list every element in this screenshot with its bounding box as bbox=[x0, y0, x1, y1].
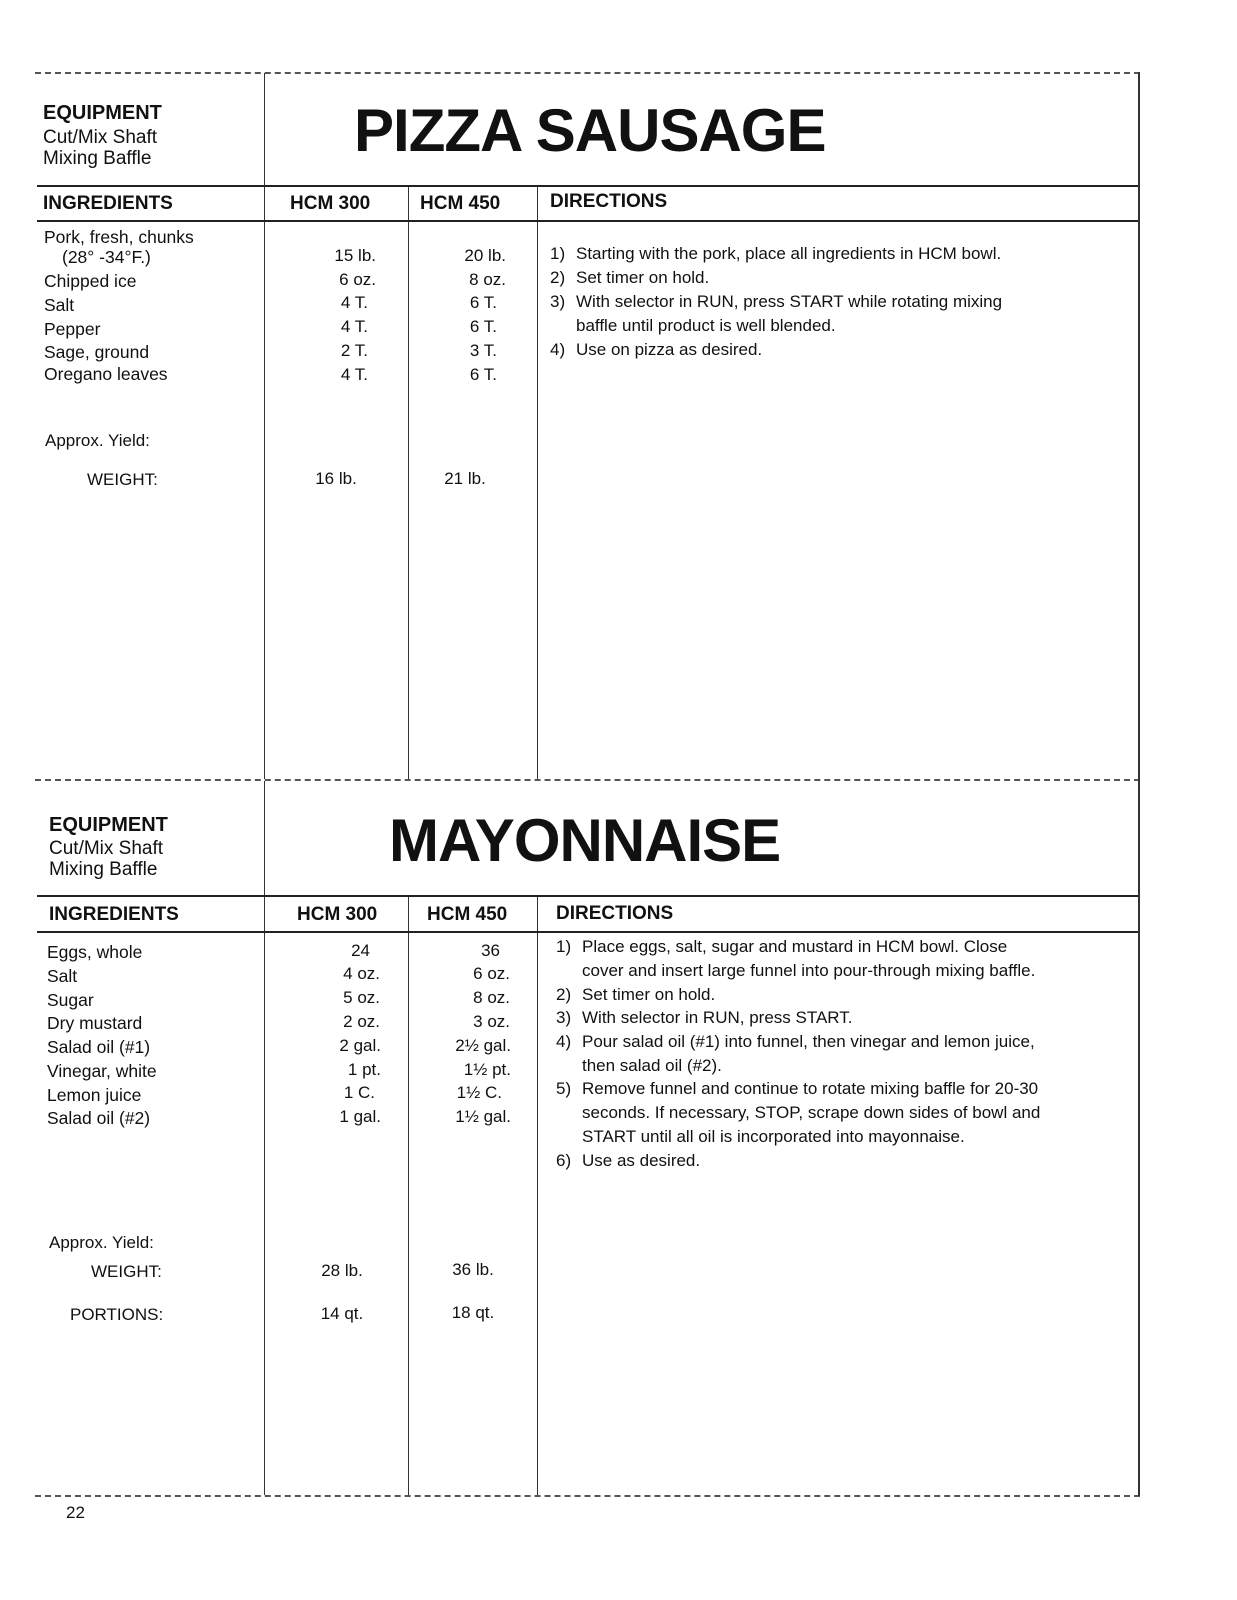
equipment-item: Mixing Baffle bbox=[49, 859, 158, 880]
weight-hcm450: 21 lb. bbox=[444, 469, 486, 488]
weight-label: WEIGHT: bbox=[87, 470, 158, 489]
header-rule-bottom bbox=[37, 220, 1138, 222]
hcm300-header: HCM 300 bbox=[297, 904, 378, 925]
ingredients-header: INGREDIENTS bbox=[49, 904, 179, 925]
column-divider bbox=[537, 897, 538, 1495]
portions-hcm450: 18 qt. bbox=[451, 1303, 495, 1322]
top-dashed-rule bbox=[35, 72, 1140, 74]
step-number: 2) bbox=[556, 985, 572, 1004]
qty-hcm300: 4 oz. bbox=[343, 964, 380, 983]
step-text: Use on pizza as desired. bbox=[576, 340, 763, 359]
qty-hcm300: 2 oz. bbox=[343, 1012, 380, 1031]
step-text: Use as desired. bbox=[582, 1151, 701, 1170]
step-number: 3) bbox=[556, 1008, 572, 1027]
ingredient-name: Pepper bbox=[44, 319, 101, 339]
step-text-continued: baffle until product is well blended. bbox=[576, 316, 836, 335]
step-text: With selector in RUN, press START. bbox=[582, 1008, 853, 1027]
weight-label: WEIGHT: bbox=[91, 1262, 162, 1281]
ingredient-name: Salad oil (#1) bbox=[47, 1037, 151, 1057]
ingredients-header: INGREDIENTS bbox=[43, 193, 173, 214]
weight-hcm450: 36 lb. bbox=[452, 1260, 494, 1279]
yield-label: Approx. Yield: bbox=[45, 431, 150, 450]
qty-hcm450: 6 T. bbox=[469, 317, 497, 336]
qty-hcm300: 1 C. bbox=[343, 1083, 375, 1102]
portions-label: PORTIONS: bbox=[70, 1305, 164, 1324]
qty-hcm300: 5 oz. bbox=[343, 988, 380, 1007]
qty-hcm300: 24 bbox=[351, 941, 370, 960]
recipe-title: MAYONNAISE bbox=[389, 807, 781, 874]
qty-hcm300: 2 T. bbox=[340, 341, 368, 360]
ingredient-name: Oregano leaves bbox=[44, 364, 168, 384]
column-divider bbox=[264, 73, 265, 779]
qty-hcm450: 1½ pt. bbox=[463, 1060, 511, 1079]
qty-hcm300: 1 gal. bbox=[339, 1107, 381, 1126]
step-text: Place eggs, salt, sugar and mustard in HCM bowl. Close bbox=[582, 937, 1008, 956]
step-text: Remove funnel and continue to rotate mixing baffle for 20-30 bbox=[582, 1079, 1039, 1098]
qty-hcm450: 6 T. bbox=[469, 365, 497, 384]
hcm450-header: HCM 450 bbox=[420, 193, 501, 214]
step-number: 1) bbox=[556, 937, 572, 956]
step-number: 2) bbox=[550, 268, 566, 287]
step-number: 6) bbox=[556, 1151, 572, 1170]
qty-hcm300: 2 gal. bbox=[339, 1036, 381, 1055]
equipment-item: Mixing Baffle bbox=[43, 148, 152, 169]
ingredient-name: Salt bbox=[47, 966, 78, 986]
ingredient-name: Sugar bbox=[47, 990, 94, 1010]
step-number: 3) bbox=[550, 292, 566, 311]
ingredient-name: Salad oil (#2) bbox=[47, 1108, 151, 1128]
ingredient-name: Eggs, whole bbox=[47, 942, 143, 962]
step-text-continued: seconds. If necessary, STOP, scrape down sides of bowl and bbox=[582, 1103, 1041, 1122]
qty-hcm300: 15 lb. bbox=[334, 246, 376, 265]
qty-hcm450: 8 oz. bbox=[469, 270, 506, 289]
ingredient-note: (28° -34°F.) bbox=[62, 247, 151, 267]
hcm300-header: HCM 300 bbox=[290, 193, 371, 214]
ingredient-name: Chipped ice bbox=[44, 271, 137, 291]
step-number: 4) bbox=[550, 340, 566, 359]
portions-hcm300: 14 qt. bbox=[320, 1304, 364, 1323]
step-number: 4) bbox=[556, 1032, 572, 1051]
direction-step bbox=[556, 1008, 853, 1028]
equipment-heading: EQUIPMENT bbox=[43, 102, 162, 124]
step-text: Pour salad oil (#1) into funnel, then vinegar and lemon juice, bbox=[582, 1032, 1035, 1051]
step-text: With selector in RUN, press START while rotating mixing bbox=[576, 292, 1003, 311]
weight-hcm300: 16 lb. bbox=[315, 469, 357, 488]
qty-hcm450: 8 oz. bbox=[473, 988, 510, 1007]
ingredient-name: Dry mustard bbox=[47, 1013, 143, 1033]
qty-hcm300: 1 pt. bbox=[347, 1060, 381, 1079]
direction-step bbox=[556, 1151, 700, 1171]
column-divider bbox=[264, 781, 265, 1495]
step-text-continued: then salad oil (#2). bbox=[582, 1056, 722, 1075]
qty-hcm450: 20 lb. bbox=[464, 246, 506, 265]
step-number: 5) bbox=[556, 1079, 572, 1098]
hcm450-header: HCM 450 bbox=[427, 904, 508, 925]
header-rule-bottom bbox=[37, 931, 1138, 933]
step-text: Starting with the pork, place all ingredients in HCM bowl. bbox=[576, 244, 1002, 263]
qty-hcm450: 3 T. bbox=[469, 341, 497, 360]
directions-header: DIRECTIONS bbox=[556, 903, 674, 924]
qty-hcm300: 4 T. bbox=[340, 293, 368, 312]
weight-hcm300: 28 lb. bbox=[321, 1261, 363, 1280]
qty-hcm300: 6 oz. bbox=[339, 270, 376, 289]
equipment-item: Cut/Mix Shaft bbox=[49, 838, 164, 859]
step-text-continued: cover and insert large funnel into pour-through mixing baffle. bbox=[582, 961, 1036, 980]
direction-step bbox=[550, 244, 1001, 264]
qty-hcm450: 36 bbox=[481, 941, 500, 960]
step-number: 1) bbox=[550, 244, 566, 263]
qty-hcm450: 3 oz. bbox=[473, 1012, 510, 1031]
bottom-dashed-rule bbox=[35, 1495, 1140, 1497]
qty-hcm450: 1½ gal. bbox=[455, 1107, 511, 1126]
qty-hcm450: 2½ gal. bbox=[455, 1036, 511, 1055]
qty-hcm450: 6 T. bbox=[469, 293, 497, 312]
qty-hcm300: 4 T. bbox=[340, 365, 368, 384]
column-divider bbox=[408, 897, 409, 1495]
middle-dashed-rule bbox=[35, 779, 1140, 781]
column-divider bbox=[408, 186, 409, 779]
step-text: Set timer on hold. bbox=[576, 268, 710, 287]
qty-hcm300: 4 T. bbox=[340, 317, 368, 336]
ingredient-name: Lemon juice bbox=[47, 1085, 142, 1105]
equipment-heading: EQUIPMENT bbox=[49, 814, 168, 836]
direction-step bbox=[550, 292, 1002, 312]
right-border bbox=[1138, 72, 1140, 1496]
direction-step bbox=[556, 1079, 1038, 1099]
ingredient-name: Vinegar, white bbox=[47, 1061, 157, 1081]
directions-header: DIRECTIONS bbox=[550, 191, 668, 212]
recipe-title: PIZZA SAUSAGE bbox=[354, 97, 826, 164]
step-text-continued: START until all oil is incorporated into mayonnaise. bbox=[582, 1127, 965, 1146]
page-number: 22 bbox=[66, 1503, 85, 1522]
direction-step bbox=[556, 1032, 1035, 1052]
ingredient-name: Pork, fresh, chunks bbox=[44, 227, 194, 247]
direction-step bbox=[556, 985, 715, 1005]
equipment-item: Cut/Mix Shaft bbox=[43, 127, 158, 148]
direction-step bbox=[556, 937, 1007, 957]
ingredient-name: Sage, ground bbox=[44, 342, 150, 362]
qty-hcm450: 1½ C. bbox=[456, 1083, 502, 1102]
ingredient-name: Salt bbox=[44, 295, 75, 315]
direction-step bbox=[550, 340, 762, 360]
direction-step bbox=[550, 268, 709, 288]
header-rule-top bbox=[37, 185, 1138, 187]
header-rule-top bbox=[37, 895, 1138, 897]
qty-hcm450: 6 oz. bbox=[473, 964, 510, 983]
yield-label: Approx. Yield: bbox=[49, 1233, 154, 1252]
column-divider bbox=[537, 186, 538, 779]
step-text: Set timer on hold. bbox=[582, 985, 716, 1004]
